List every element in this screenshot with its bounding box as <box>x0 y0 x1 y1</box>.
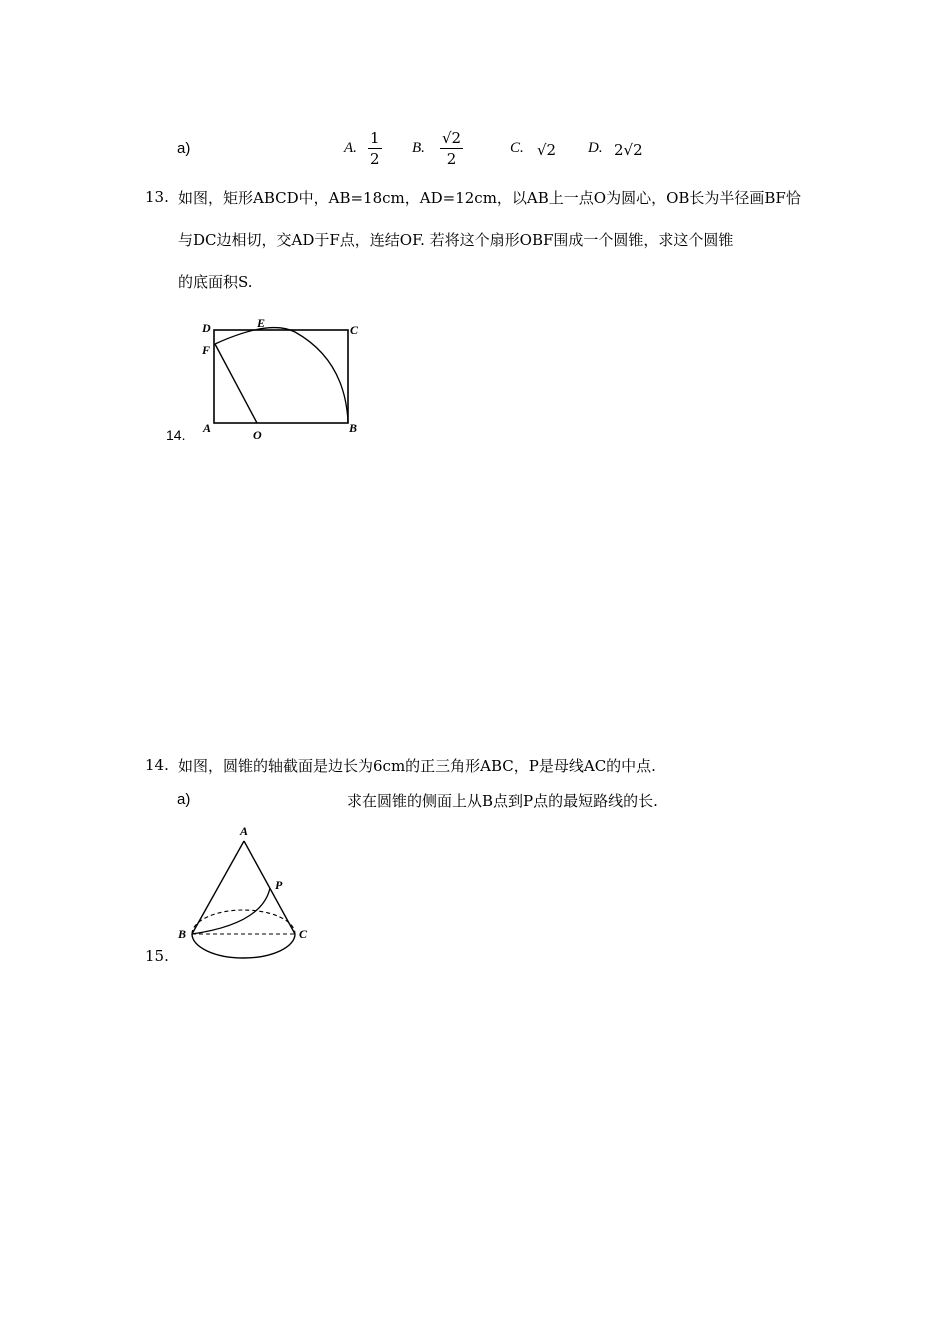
option-a-numerator: 1 <box>370 129 380 147</box>
label-a: A <box>240 824 249 838</box>
q13-line-3: 的底面积S. <box>178 273 253 291</box>
label-c: C <box>350 323 359 337</box>
label-o: O <box>253 428 262 442</box>
option-b-denominator: 2 <box>446 150 457 168</box>
q14-figure-index: 15. <box>145 947 169 965</box>
label-b: B <box>178 927 187 941</box>
label-b: B <box>349 421 358 435</box>
label-d: D <box>202 321 211 335</box>
label-p: P <box>275 878 283 892</box>
option-c-value: √2 <box>537 141 557 159</box>
q13-figure-index: 14. <box>166 427 186 443</box>
label-c: C <box>299 927 308 941</box>
q14-number: 14. <box>145 756 169 774</box>
cone-edge-ac <box>244 841 295 934</box>
q14-sub-text: 求在圆锥的侧面上从B点到P点的最短路线的长. <box>347 792 658 810</box>
rectangle-abcd <box>214 330 348 423</box>
cone-edge-ab <box>192 841 244 934</box>
label-f: F <box>202 343 211 357</box>
segment-of <box>215 344 257 423</box>
base-front-arc <box>192 934 295 958</box>
q14-sub-label: a) <box>177 791 191 808</box>
arc-bf <box>215 328 348 422</box>
shortest-path-bp <box>192 888 270 934</box>
q13-line-1: 如图，矩形ABCD中，AB=18cm，AD=12cm，以AB上一点O为圆心，OB长为半径画BF恰 <box>178 189 801 207</box>
rectangle-sector-figure <box>195 315 370 445</box>
q14-line-1: 如图，圆锥的轴截面是边长为6cm的正三角形ABC，P是母线AC的中点. <box>178 757 656 775</box>
label-e: E <box>257 316 266 330</box>
option-c-letter: C. <box>510 140 524 156</box>
option-b-numerator: √2 <box>442 129 462 147</box>
cone-figure <box>172 820 322 965</box>
q13-number: 13. <box>145 188 169 206</box>
option-d-value: 2√2 <box>614 141 643 159</box>
base-back-arc <box>192 910 295 934</box>
q13-line-2: 与DC边相切，交AD于F点，连结OF. 若将这个扇形OBF围成一个圆锥，求这个圆锥 <box>178 231 734 249</box>
option-a-letter: A. <box>344 140 357 156</box>
option-d-letter: D. <box>588 140 603 156</box>
option-b-fraction <box>440 128 463 169</box>
label-a: A <box>203 421 212 435</box>
option-a-denominator: 2 <box>370 150 380 168</box>
option-b-letter: B. <box>412 140 425 156</box>
options-label: a) <box>177 140 191 157</box>
option-a-fraction <box>368 128 382 169</box>
